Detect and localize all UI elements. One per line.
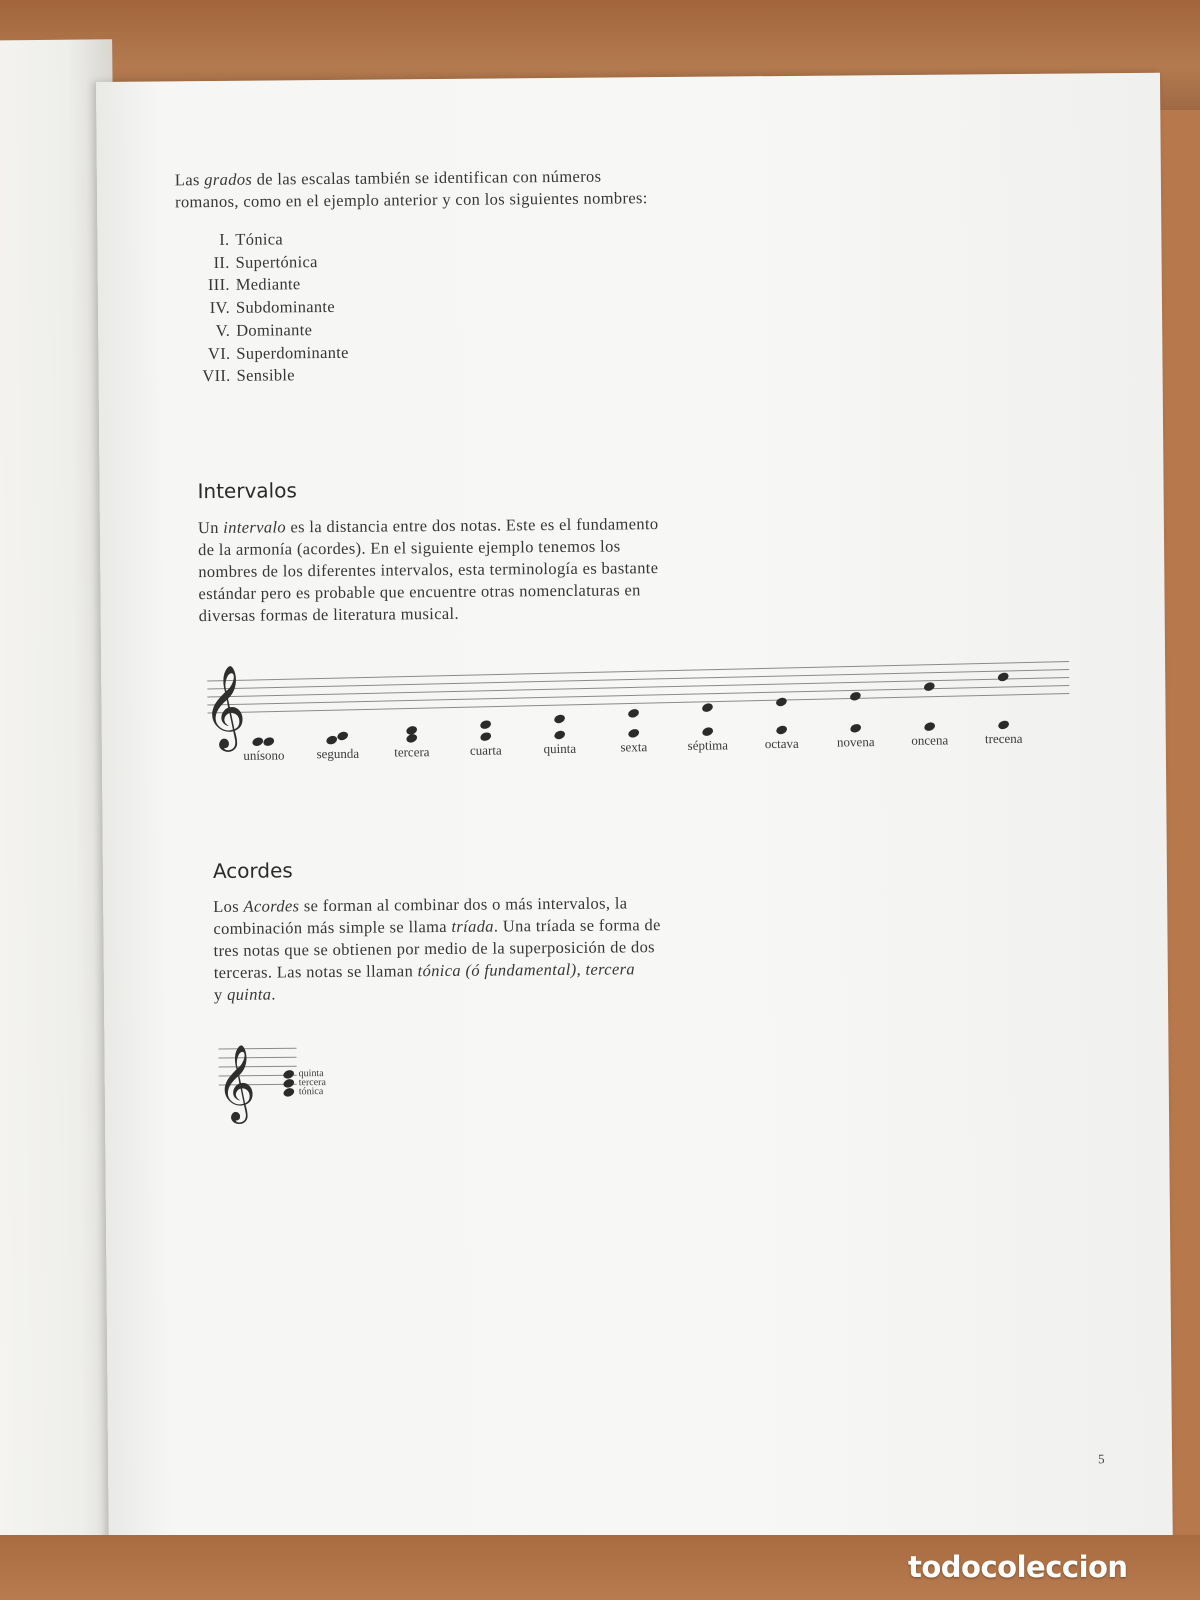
intro-line-2: romanos, como en el ejemplo anterior y con los siguientes nombres:	[174, 188, 648, 212]
list-item: II. Supertónica	[213, 251, 318, 272]
note-head	[701, 726, 714, 737]
chord-label-tonica: tónica	[298, 1086, 324, 1098]
note-head	[262, 736, 275, 747]
note-head	[479, 719, 492, 730]
interval-label: octava	[764, 735, 799, 752]
interval-label: segunda	[316, 745, 360, 762]
treble-clef-icon: 𝄞	[203, 666, 247, 748]
note-head	[282, 1069, 295, 1080]
staff-line	[207, 662, 1069, 682]
page-number: 5	[1097, 1451, 1105, 1467]
acordes-paragraph	[213, 892, 661, 1006]
note-head	[701, 702, 714, 713]
book-page	[96, 73, 1173, 1552]
list-item: IV. Subdominante	[209, 297, 335, 318]
list-item: III. Mediante	[207, 274, 301, 295]
interval-label: unísono	[243, 747, 285, 763]
note-head	[775, 696, 788, 707]
intro-paragraph	[175, 165, 648, 213]
note-head	[997, 671, 1010, 682]
chord-label-quinta: quinta	[298, 1068, 324, 1080]
staff-lines	[207, 662, 1069, 714]
interval-label: quinta	[543, 740, 577, 757]
staff-line	[207, 670, 1069, 690]
note-head	[325, 734, 338, 745]
staff-line	[207, 694, 1069, 714]
list-item: I. Tónica	[219, 229, 284, 249]
interval-label: cuarta	[469, 742, 502, 758]
interval-label: trecena	[984, 730, 1023, 747]
note-head	[479, 731, 492, 742]
interval-label: séptima	[687, 737, 729, 753]
interval-label: tercera	[394, 744, 430, 760]
intervalos-line-3: nombres de los diferentes intervalos, esta terminología es bastante	[198, 558, 659, 582]
intervalos-heading: Intervalos	[197, 478, 297, 504]
note-head	[282, 1078, 295, 1089]
note-head	[336, 730, 349, 741]
note-head	[923, 681, 936, 692]
chord-notes	[282, 1069, 295, 1098]
chord-label-tercera: tercera	[298, 1077, 326, 1089]
staff-line	[207, 686, 1069, 706]
intro-line-1: Las grados de las escalas también se identifican con números	[174, 166, 602, 190]
interval-label: oncena	[911, 732, 949, 748]
note-head	[849, 723, 862, 734]
acordes-line-3: tres notas que se obtienen por medio de la superposición de dos	[213, 937, 655, 961]
note-head	[997, 719, 1010, 730]
list-item: VII. Sensible	[202, 365, 295, 386]
interval-label: novena	[836, 734, 875, 750]
note-head	[923, 721, 936, 732]
list-item: V. Dominante	[215, 319, 313, 340]
note-head	[405, 725, 418, 736]
note-head	[251, 736, 264, 747]
acordes-line-5: y quinta.	[213, 984, 276, 1005]
acordes-heading: Acordes	[212, 858, 293, 884]
interval-staff-figure	[201, 643, 1082, 761]
intervalos-line-5: diversas formas de literatura musical.	[198, 603, 459, 626]
note-head	[282, 1087, 295, 1098]
scale-degree-list	[179, 228, 349, 388]
intervalos-paragraph	[198, 513, 660, 627]
list-item: VI. Superdominante	[207, 342, 349, 363]
acordes-line-1: Los Acordes se forman al combinar dos o más intervalos, la	[213, 893, 628, 917]
note-head	[627, 708, 640, 719]
acordes-line-2: combinación más simple se llama tríada. Una tríada se forma de	[213, 915, 661, 939]
intervalos-line-1: Un intervalo es la distancia entre dos notas. Este es el fundamento	[197, 514, 659, 538]
staff-line	[207, 678, 1069, 698]
intervalos-line-4: estándar pero es probable que encuentre otras nomenclaturas en	[198, 580, 641, 604]
note-head	[849, 691, 862, 702]
chord-staff-figure	[216, 1030, 377, 1121]
note-head	[553, 729, 566, 740]
intervalos-line-2: de la armonía (acordes). En el siguiente ejemplo tenemos los	[198, 536, 621, 560]
acordes-line-4: terceras. Las notas se llaman tónica (ó fundamental), tercera	[213, 959, 636, 983]
note-head	[627, 728, 640, 739]
treble-clef-icon: 𝄞	[216, 1046, 257, 1120]
note-head	[553, 713, 566, 724]
site-watermark: todocoleccion	[908, 1550, 1128, 1584]
note-head	[775, 724, 788, 735]
interval-label: sexta	[620, 739, 648, 755]
